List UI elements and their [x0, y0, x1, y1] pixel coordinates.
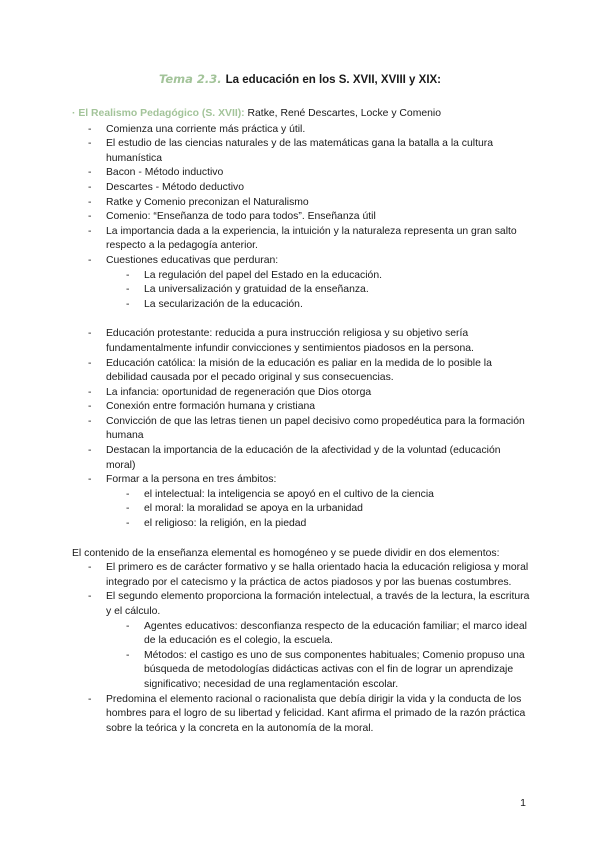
sublist-item: - La secularización de la educación. [106, 298, 532, 313]
list-item [72, 590, 532, 692]
section-realismo-heading [72, 107, 532, 122]
list-item: - Convicción de que las letras tienen un papel decisivo como propedéutica para la formación humana [72, 415, 532, 444]
sublist [106, 488, 532, 532]
sublist-item: - el religioso: la religión, en la piedad [106, 517, 532, 532]
title-text: La educación en los S. XVII, XVIII y XIX: [225, 74, 442, 86]
sublist-item: - Agentes educativos: desconfianza respecto de la educación familiar; el marco ideal de la educación es el colegio, la escuela. [106, 620, 532, 649]
list-item: - Comienza una corriente más práctica y útil. [72, 123, 532, 138]
page-number: 1 [520, 797, 526, 809]
sublist-item: - Métodos: el castigo es uno de sus componentes habituales; Comenio propuso una búsqueda de metodologías didácticas activas con el fin de lograr un aprendizaje significativo; necesidad de una reglamentación escolar. [106, 649, 532, 693]
list-item: - Educación protestante: reducida a pura instrucción religiosa y su objetivo sería fundamentalmente infundir convicciones y sentimientos piadosos en la persona. [72, 327, 532, 356]
sublist-item: - el moral: la moralidad se apoya en la urbanidad [106, 502, 532, 517]
list-item: - Bacon - Método inductivo [72, 166, 532, 181]
list-item: - Predomina el elemento racional o racionalista que debía dirigir la vida y la conducta de los hombres para el logro de su libertad y felicidad. Kant afirma el primado de la razón práctica sobre la teórica y la concreta en la autonomía de la moral. [72, 693, 532, 737]
document-body [72, 107, 532, 736]
list-item: - Destacan la importancia de la educación de la afectividad y de la voluntad (educación moral) [72, 444, 532, 473]
list-item: - Ratke y Comenio preconizan el Naturalismo [72, 196, 532, 211]
education-list [72, 327, 532, 531]
tema-label: Tema 2.3. [158, 72, 222, 86]
list-item: - La importancia dada a la experiencia, la intuición y la naturaleza representa un gran salto respecto a la pedagogía anterior. [72, 225, 532, 254]
section-label: · El Realismo Pedagógico (S. XVII): [72, 108, 245, 119]
sublist-item: - La universalización y gratuidad de la enseñanza. [106, 283, 532, 298]
list-item [72, 473, 532, 531]
list-item-text: Cuestiones educativas que perduran: [106, 254, 279, 266]
list-item-text: El segundo elemento proporciona la formación intelectual, a través de la lectura, la escritura y el cálculo. [106, 591, 530, 617]
realismo-list [72, 123, 532, 313]
sublist-item: - el intelectual: la inteligencia se apoyó en el cultivo de la ciencia [106, 488, 532, 503]
page-title [0, 72, 600, 86]
section-authors: Ratke, René Descartes, Locke y Comenio [244, 108, 441, 119]
list-item: - Educación católica: la misión de la educación es paliar en la medida de lo posible la debilidad causada por el pecado original y sus consecuencias. [72, 357, 532, 386]
sublist [106, 269, 532, 313]
paragraph-intro: El contenido de la enseñanza elemental es homogéneo y se puede dividir en dos elementos: [72, 547, 500, 559]
sublist [106, 620, 532, 693]
contenido-list [72, 561, 532, 736]
list-item-text: Formar a la persona en tres ámbitos: [106, 474, 277, 486]
list-item [72, 254, 532, 312]
spacer [72, 532, 532, 547]
spacer [72, 312, 532, 327]
list-item: - El primero es de carácter formativo y se halla orientado hacia la educación religiosa y moral integrado por el catecismo y la práctica de actos piadosos y por las buenas costumbres. [72, 561, 532, 590]
list-item: - Conexión entre formación humana y cristiana [72, 400, 532, 415]
sublist-item: - La regulación del papel del Estado en la educación. [106, 269, 532, 284]
list-item: - El estudio de las ciencias naturales y de las matemáticas gana la batalla a la cultura humanística [72, 137, 532, 166]
list-item: - Descartes - Método deductivo [72, 181, 532, 196]
list-item: - La infancia: oportunidad de regeneración que Dios otorga [72, 386, 532, 401]
list-item: - Comenio: “Enseñanza de todo para todos”. Enseñanza útil [72, 210, 532, 225]
